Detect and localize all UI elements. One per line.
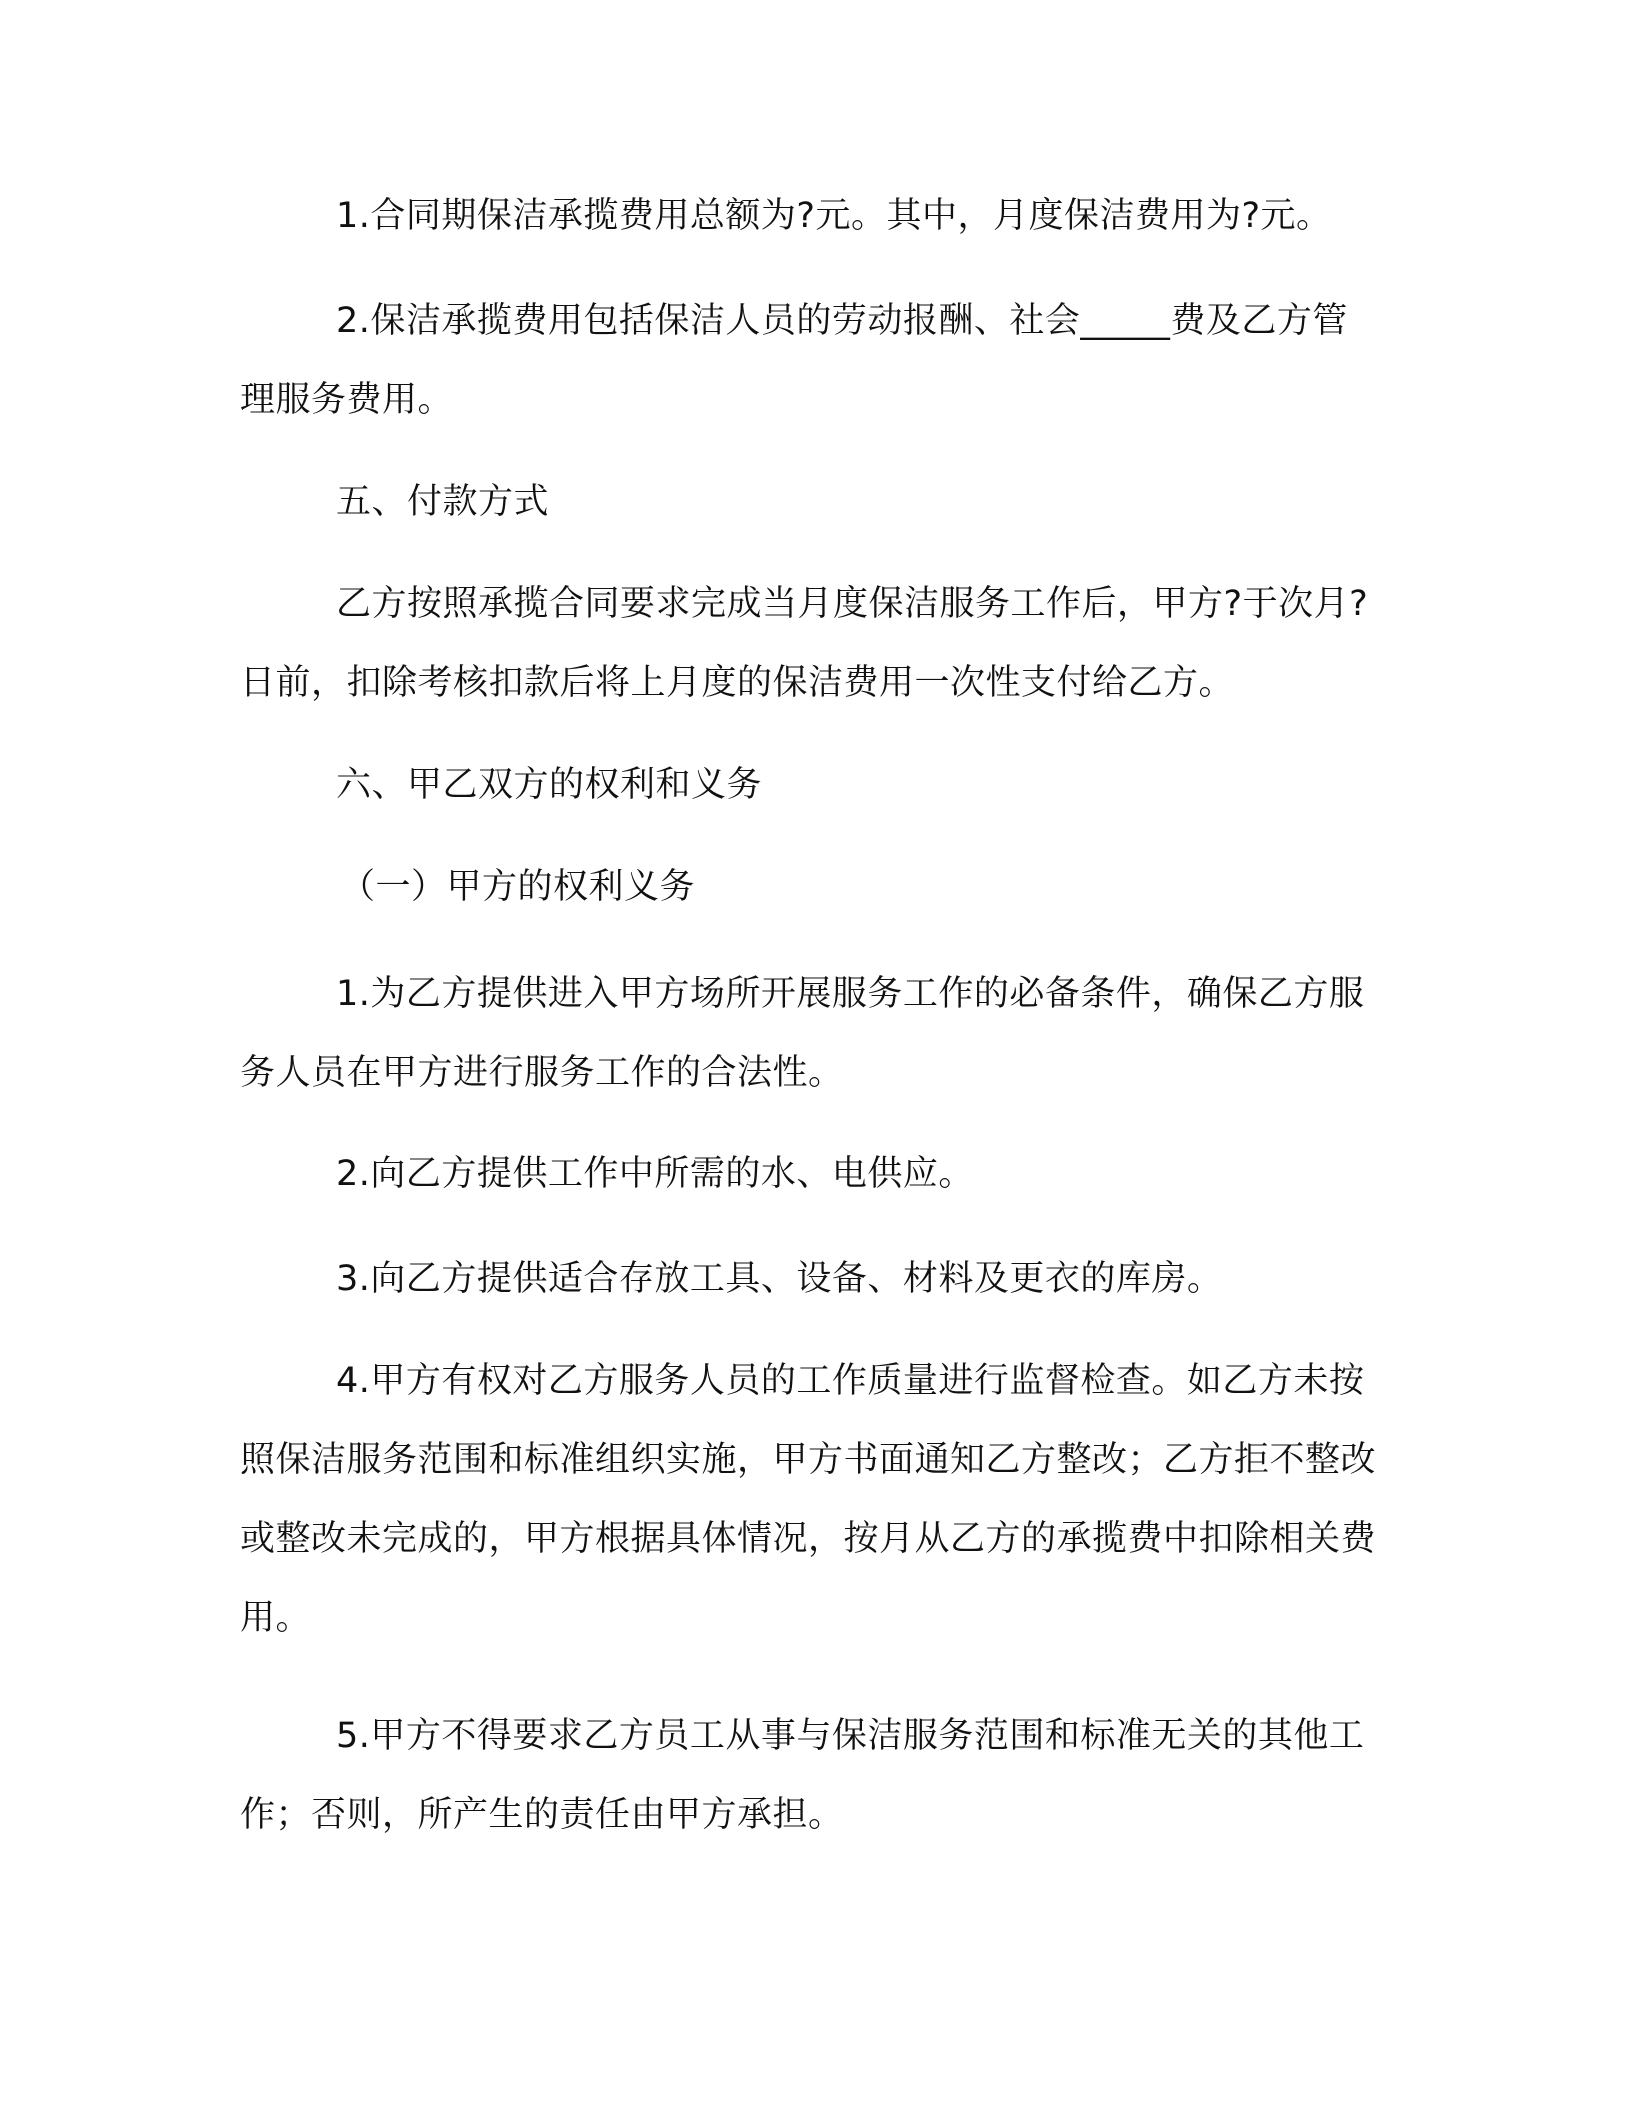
paragraph-party-a-item-4: 4.甲方有权对乙方服务人员的工作质量进行监督检查。如乙方未按照保洁服务范围和标准组织实施，甲方书面通知乙方整改；乙方拒不整改或整改未完成的，甲方根据具体情况，按月从乙方的承揽费中扣除相关费用。 [240,1361,1377,1638]
paragraph-party-a-item-1: 1.为乙方提供进入甲方场所开展服务工作的必备条件，确保乙方服务人员在甲方进行服务工作的合法性。 [240,974,1365,1093]
paragraph-party-a-item-2: 2.向乙方提供工作中所需的水、电供应。 [336,1154,974,1194]
paragraph-fee-scope: 2.保洁承揽费用包括保洁人员的劳动报酬、社会_____费及乙方管理服务费用。 [240,301,1348,420]
subheading-party-a-rights: （一）甲方的权利义务 [340,867,696,907]
paragraph-payment-terms: 乙方按照承揽合同要求完成当月度保洁服务工作后，甲方?于次月?日前，扣除考核扣款后将上月度的保洁费用一次性支付给乙方。 [240,584,1369,703]
heading-rights-obligations: 六、甲乙双方的权利和义务 [336,765,763,805]
paragraph-party-a-item-5: 5.甲方不得要求乙方员工从事与保洁服务范围和标准无关的其他工作；否则，所产生的责任由甲方承担。 [240,1716,1365,1835]
paragraph-fee-total: 1.合同期保洁承揽费用总额为?元。其中，月度保洁费用为?元。 [336,196,1332,236]
heading-payment-method: 五、付款方式 [336,482,550,522]
paragraph-party-a-item-3: 3.向乙方提供适合存放工具、设备、材料及更衣的库房。 [336,1259,1223,1299]
